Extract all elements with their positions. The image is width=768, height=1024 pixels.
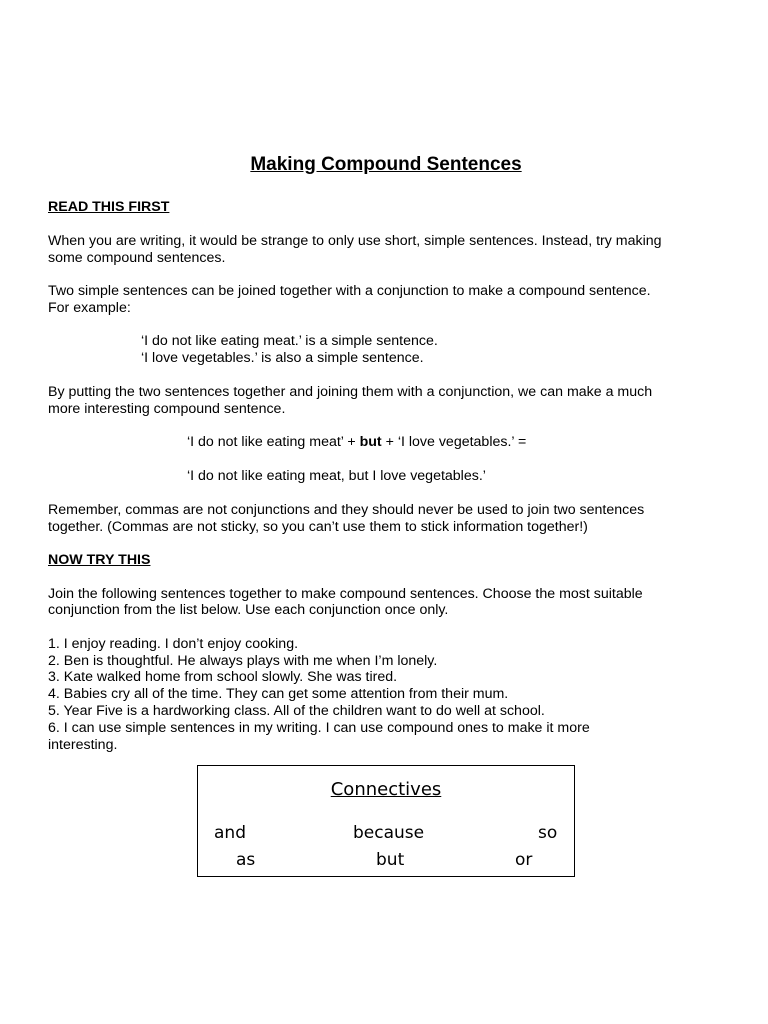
exercise-item-5: 5. Year Five is a hardworking class. All of the children want to do well at school. [48,703,545,719]
equation-part-2: + ‘I love vegetables.’ = [381,434,527,450]
equation-line [187,434,526,451]
example-simple-2: ‘I love vegetables.’ is also a simple sentence. [141,350,424,366]
joining-line-2: For example: [48,300,131,316]
commas-line-2: together. (Commas are not sticky, so you can’t use them to stick information together!) [48,519,588,535]
instructions-line-1: Join the following sentences together to make compound sentences. Choose the most suitable [48,586,643,602]
connectives-title: Connectives [330,779,442,800]
connective-word: but [376,850,405,870]
connective-word: so [538,823,558,843]
equation-conjunction: but [359,434,382,450]
instructions-line-2: conjunction from the list below. Use each conjunction once only. [48,602,449,618]
connective-word: as [236,850,256,870]
combining-line-2: more interesting compound sentence. [48,401,286,417]
commas-line-1: Remember, commas are not conjunctions and they should never be used to join two sentences [48,502,645,518]
intro-line-2: some compound sentences. [48,250,226,266]
page-title: Making Compound Sentences [250,154,522,175]
now-try-heading: NOW TRY THIS [48,552,151,568]
exercise-item-6: 6. I can use simple sentences in my writing. I can use compound ones to make it more [48,720,590,736]
combining-line-1: By putting the two sentences together and joining them with a conjunction, we can make a much [48,384,653,400]
connectives-box [197,765,575,877]
connective-word: or [515,850,533,870]
example-simple-1: ‘I do not like eating meat.’ is a simple sentence. [141,333,438,349]
exercise-item-6-continued: interesting. [48,737,118,753]
exercise-item-4: 4. Babies cry all of the time. They can get some attention from their mum. [48,686,509,702]
equation-part-1: ‘I do not like eating meat’ + [187,434,360,450]
joining-line-1: Two simple sentences can be joined together with a conjunction to make a compound sentence. [48,283,651,299]
compound-result: ‘I do not like eating meat, but I love vegetables.’ [187,468,486,484]
read-first-heading: READ THIS FIRST [48,199,170,215]
intro-line-1: When you are writing, it would be strange to only use short, simple sentences. Instead, try making [48,233,662,249]
connective-word: and [214,823,246,843]
exercise-item-1: 1. I enjoy reading. I don’t enjoy cooking. [48,636,299,652]
connective-word: because [353,823,425,843]
exercise-item-3: 3. Kate walked home from school slowly. She was tired. [48,669,398,685]
exercise-item-2: 2. Ben is thoughtful. He always plays with me when I’m lonely. [48,653,438,669]
